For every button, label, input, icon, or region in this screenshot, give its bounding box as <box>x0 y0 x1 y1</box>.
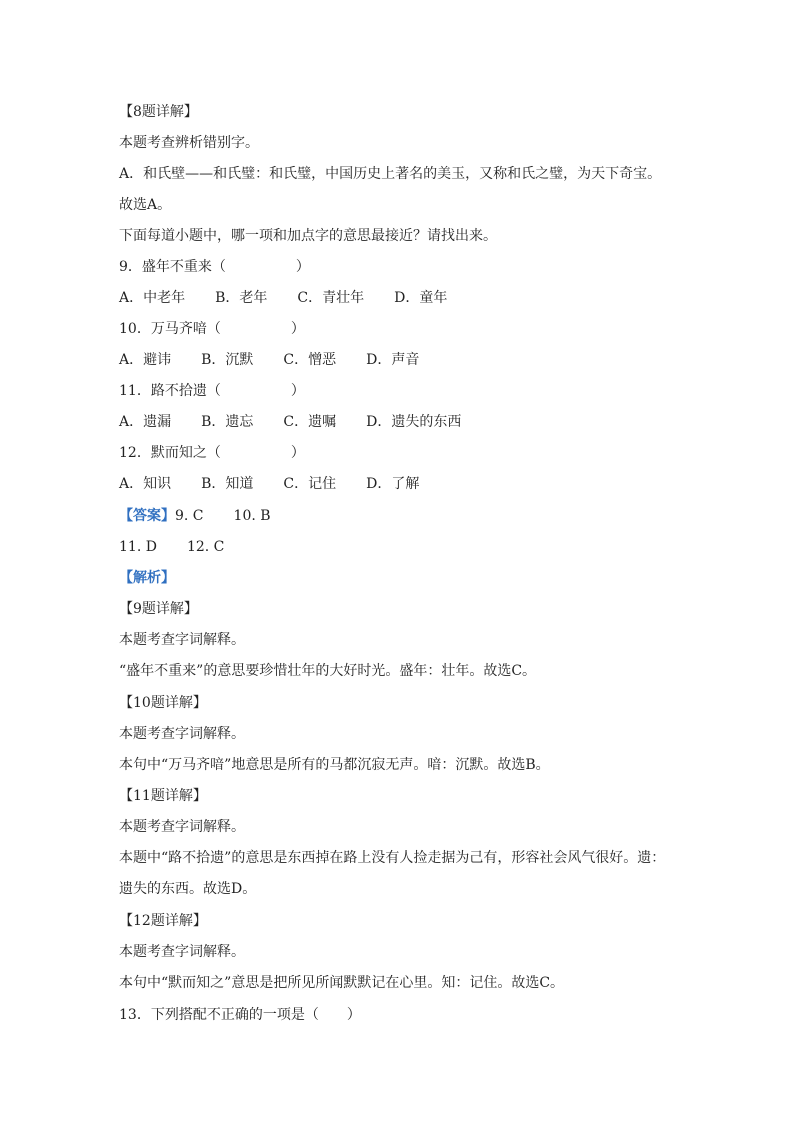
paragraph: 本题中“路不拾遗”的意思是东西掉在路上没有人捡走据为己有，形容社会风气很好。遗： <box>119 850 666 866</box>
section-heading: 【9题详解】 <box>119 601 198 617</box>
question-9-options <box>119 288 447 308</box>
section-heading: 【10题详解】 <box>119 695 207 711</box>
answer-item: 10. B <box>233 508 271 524</box>
question-11-options <box>119 412 461 432</box>
option-c: C．遗嘱 <box>283 414 337 430</box>
question-13-stem: 13．下列搭配不正确的一项是（ ） <box>119 1007 361 1023</box>
paragraph: A．和氏壁——和氏璧：和氏璧，中国历史上著名的美玉，又称和氏之璧，为天下奇宝。 <box>119 166 662 182</box>
option-b: B．遗忘 <box>201 414 254 430</box>
question-12-options <box>119 474 419 494</box>
paragraph: 本题考查字词解释。 <box>119 819 245 835</box>
question-10-options <box>119 350 419 370</box>
option-d: D．了解 <box>366 476 420 492</box>
instruction: 下面每道小题中，哪一项和加点字的意思最接近？请找出来。 <box>119 228 497 244</box>
option-c: C．青壮年 <box>297 290 365 306</box>
option-a: A．避讳 <box>119 352 172 368</box>
option-d: D．声音 <box>366 352 420 368</box>
paragraph: 本句中“默而知之”意思是把所见所闻默默记在心里。知：记住。故选C。 <box>119 975 565 991</box>
option-c: C．憎恶 <box>283 352 337 368</box>
paragraph: 本题考查字词解释。 <box>119 726 245 742</box>
section-heading: 【8题详解】 <box>119 104 198 120</box>
section-heading: 【11题详解】 <box>119 788 207 804</box>
option-b: B．知道 <box>201 476 254 492</box>
answer-item: 9. C <box>175 508 204 524</box>
paragraph: 本句中“万马齐喑”地意思是所有的马都沉寂无声。喑：沉默。故选B。 <box>119 757 550 773</box>
option-a: A．知识 <box>119 476 172 492</box>
option-d: D．遗失的东西 <box>366 414 462 430</box>
paragraph: 本题考查辨析错别字。 <box>119 135 259 151</box>
option-c: C．记住 <box>283 476 337 492</box>
option-a: A．中老年 <box>119 290 186 306</box>
paragraph: “盛年不重来”的意思要珍惜壮年的大好时光。盛年：壮年。故选C。 <box>119 663 537 679</box>
paragraph: 本题考查字词解释。 <box>119 632 245 648</box>
option-a: A．遗漏 <box>119 414 172 430</box>
section-heading: 【12题详解】 <box>119 913 207 929</box>
answer-label: 【答案】 <box>119 508 175 524</box>
answer-row <box>119 506 271 526</box>
option-b: B．老年 <box>215 290 268 306</box>
answer-row <box>119 537 224 557</box>
paragraph: 遗失的东西。故选D。 <box>119 881 257 897</box>
paragraph: 本题考查字词解释。 <box>119 944 245 960</box>
question-9-stem: 9．盛年不重来（ ） <box>119 259 310 275</box>
answer-item: 12. C <box>186 539 225 555</box>
question-10-stem: 10．万马齐喑（ ） <box>119 321 305 337</box>
question-11-stem: 11．路不拾遗（ ） <box>119 383 305 399</box>
analysis-label: 【解析】 <box>119 570 175 586</box>
paragraph: 故选A。 <box>119 197 172 213</box>
option-d: D．童年 <box>394 290 448 306</box>
question-12-stem: 12．默而知之（ ） <box>119 445 305 461</box>
answer-item: 11. D <box>119 539 157 555</box>
option-b: B．沉默 <box>201 352 254 368</box>
